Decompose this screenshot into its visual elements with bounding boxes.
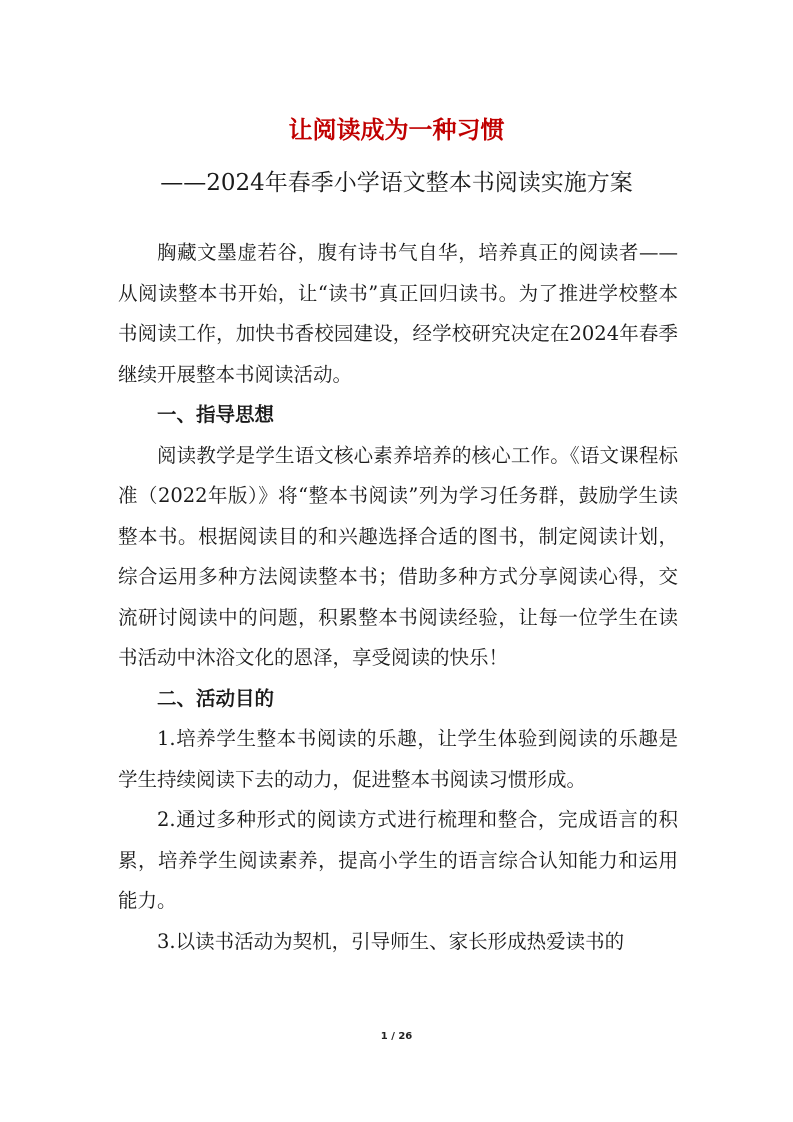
document-title: 让阅读成为一种习惯 (288, 116, 505, 144)
activity-purpose-item-2: 2.通过多种形式的阅读方式进行梳理和整合，完成语言的积累，培养学生阅读素养，提高小学生的语言综合认知能力和运用能力。 (118, 808, 678, 912)
page-number: 1 / 26 (380, 1031, 413, 1042)
section-heading-guiding-ideology: 一、指导思想 (157, 403, 275, 426)
guiding-ideology-paragraph: 阅读教学是学生语文核心素养培养的核心工作。《语文课程标准（2022年版）》将“整本书阅读”列为学习任务群，鼓励学生读整本书。根据阅读目的和兴趣选择合适的图书，制定阅读计划，综合运用多种方法阅读整本书；借助多种方式分享阅读心得，交流研讨阅读中的问题，积累整本书阅读经验，让每一位学生在读书活动中沐浴文化的恩泽，享受阅读的快乐！ (118, 443, 678, 669)
activity-purpose-item-3: 3.以读书活动为契机，引导师生、家长形成热爱读书的 (157, 929, 625, 953)
activity-purpose-item-1: 1.培养学生整本书阅读的乐趣，让学生体验到阅读的乐趣是学生持续阅读下去的动力，促进整本书阅读习惯形成。 (118, 727, 678, 791)
document-subtitle: ——2024年春季小学语文整本书阅读实施方案 (160, 170, 633, 196)
section-heading-activity-purpose: 二、活动目的 (157, 686, 275, 710)
document-body (118, 233, 678, 962)
intro-paragraph: 胸藏文墨虚若谷，腹有诗书气自华，培养真正的阅读者——从阅读整本书开始，让“读书”真正回归读书。为了推进学校整本书阅读工作，加快书香校园建设，经学校研究决定在2024年春季继续开展整本书阅读活动。 (118, 241, 678, 386)
